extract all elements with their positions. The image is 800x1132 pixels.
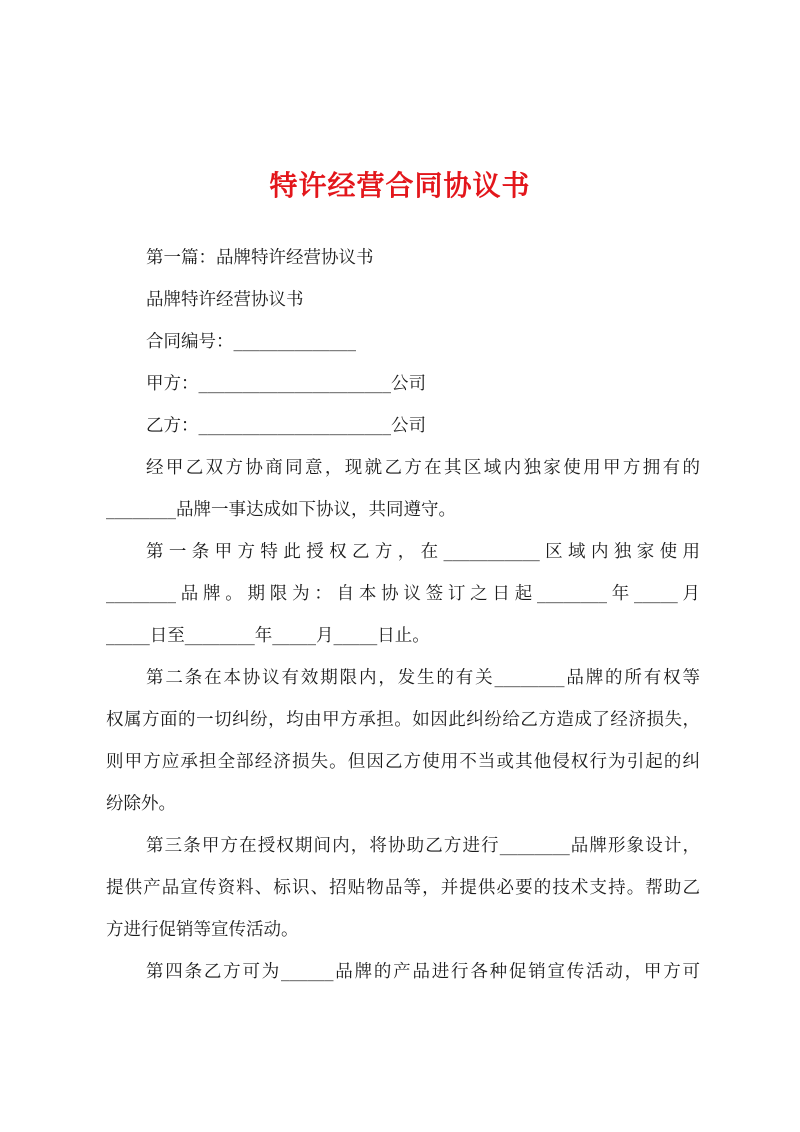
text-line: 品牌特许经营协议书	[146, 290, 304, 310]
text-line: ________品牌。期限为：自本协议签订之日起________年_____月	[106, 584, 700, 604]
text-line: _____日至________年_____月_____日止。	[106, 626, 430, 646]
text-line: 第二条在本协议有效期限内，发生的有关________品牌的所有权等	[146, 668, 700, 688]
text-line: 方进行促销等宣传活动。	[106, 920, 299, 940]
text-line: 第一条甲方特此授权乙方，在___________区域内独家使用	[146, 542, 700, 562]
document-title: 特许经营合同协议书	[269, 169, 531, 202]
text-line: 则甲方应承担全部经济损失。但因乙方使用不当或其他侵权行为引起的纠	[106, 752, 700, 772]
text-line: 经甲乙双方协商同意，现就乙方在其区域内独家使用甲方拥有的	[146, 458, 700, 478]
text-line: 权属方面的一切纠纷，均由甲方承担。如因此纠纷给乙方造成了经济损失，	[106, 710, 700, 730]
text-line: 乙方：______________________公司	[146, 416, 426, 436]
text-line: 合同编号：______________	[146, 332, 356, 352]
text-line: ________品牌一事达成如下协议，共同遵守。	[106, 500, 456, 520]
text-line: 第一篇：品牌特许经营协议书	[146, 248, 374, 268]
text-line: 第三条甲方在授权期间内，将协助乙方进行________品牌形象设计，	[146, 836, 700, 856]
text-line: 甲方：______________________公司	[146, 374, 426, 394]
text-line: 纷除外。	[106, 794, 176, 814]
text-line: 第四条乙方可为______品牌的产品进行各种促销宣传活动，甲方可	[146, 962, 700, 982]
text-line: 提供产品宣传资料、标识、招贴物品等，并提供必要的技术支持。帮助乙	[106, 878, 700, 898]
